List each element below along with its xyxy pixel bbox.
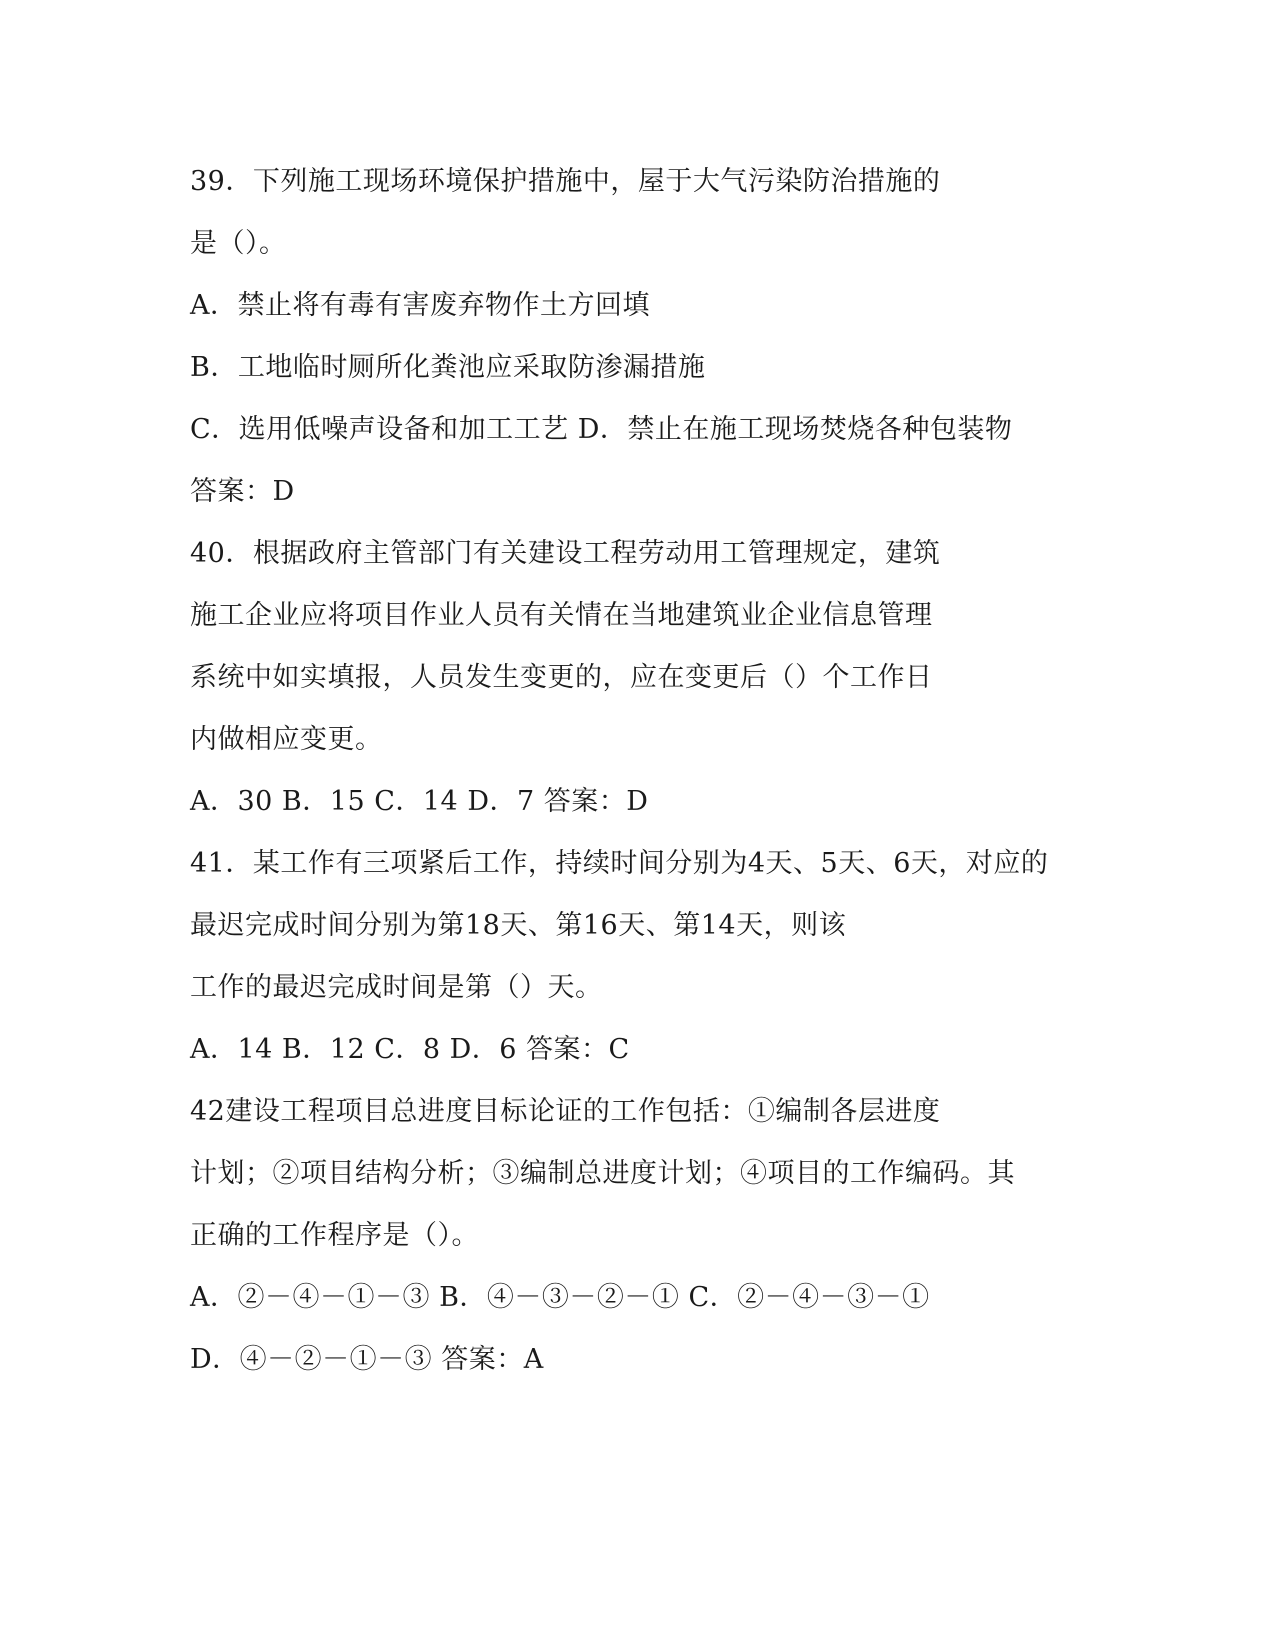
q39-options-c-d: C．选用低噪声设备和加工工艺 D．禁止在施工现场焚烧各种包装物 — [190, 414, 1013, 445]
q42-stem-line-3: 正确的工作程序是（）。 — [190, 1220, 479, 1251]
q39-option-b: B．工地临时厕所化粪池应采取防渗漏措施 — [190, 352, 706, 383]
q42-stem-line-2: 计划；②项目结构分析；③编制总进度计划；④项目的工作编码。其 — [190, 1158, 1015, 1189]
q41-stem-line-1: 41．某工作有三项紧后工作，持续时间分别为4天、5天、6天，对应的 — [190, 848, 1049, 879]
q39-stem-line-2: 是（）。 — [190, 228, 287, 259]
q42-options-a-c: A．②－④－①－③ B．④－③－②－① C．②－④－③－① — [190, 1282, 930, 1313]
q39-option-a: A．禁止将有毒有害废弃物作土方回填 — [190, 290, 650, 321]
q40-options-answer: A．30 B．15 C．14 D．7 答案：D — [190, 786, 649, 817]
q41-stem-line-3: 工作的最迟完成时间是第（）天。 — [190, 972, 603, 1003]
q40-stem-line-3: 系统中如实填报，人员发生变更的，应在变更后（）个工作日 — [190, 662, 933, 693]
q41-options-answer: A．14 B．12 C．8 D．6 答案：C — [190, 1034, 630, 1065]
q40-stem-line-4: 内做相应变更。 — [190, 724, 383, 755]
q42-option-d-answer: D．④－②－①－③ 答案：A — [190, 1344, 544, 1375]
q41-stem-line-2: 最迟完成时间分别为第18天、第16天、第14天，则该 — [190, 910, 847, 941]
q39-answer: 答案：D — [190, 476, 295, 507]
q40-stem-line-1: 40．根据政府主管部门有关建设工程劳动用工管理规定，建筑 — [190, 538, 941, 569]
q39-stem-line-1: 39．下列施工现场环境保护措施中，屋于大气污染防治措施的 — [190, 166, 941, 197]
q40-stem-line-2: 施工企业应将项目作业人员有关情在当地建筑业企业信息管理 — [190, 600, 933, 631]
q42-stem-line-1: 42建设工程项目总进度目标论证的工作包括：①编制各层进度 — [190, 1096, 941, 1127]
